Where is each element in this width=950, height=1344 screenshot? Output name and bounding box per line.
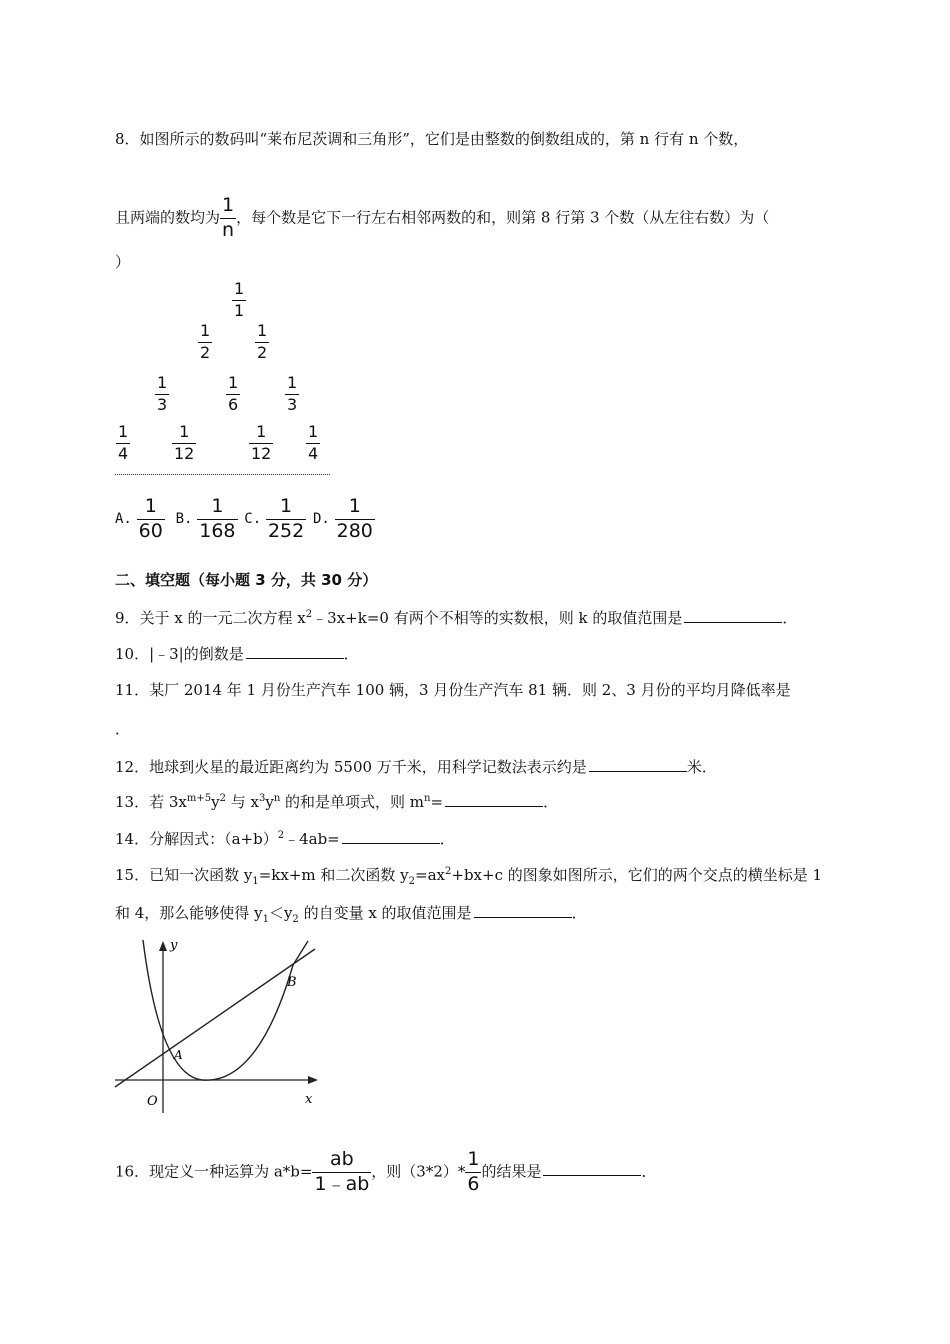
q11: 11．某厂 2014 年 1 月份生产汽车 100 辆，3 月份生产汽车 81 辆．则 2、3 月份的平均月降低率是 [115, 681, 791, 699]
q11-line2: ． [115, 720, 131, 738]
y-axis-arrow [159, 941, 167, 951]
q13-answer-blank[interactable] [445, 792, 543, 807]
n-fraction: $\frac{1}{n}$ [222, 194, 235, 241]
q9-answer-blank[interactable] [684, 608, 782, 623]
q16-answer-blank[interactable] [543, 1161, 641, 1176]
triangle-cell-r4-c2: $\frac{1}{12}$ [174, 422, 195, 463]
q15: 15．已知一次函数 $y_1=kx+m$ 和二次函数 $y_2=ax^2+bx+c$ 的图象如图所示，它们的两个交点的横坐标是 1 [115, 866, 823, 887]
q8-line2-pre: 且两端的数均为 [115, 208, 221, 227]
q16: 16．现定义一种运算为 a*b= $\frac{ab}{1﹣ab}$ ，则（3*2）* $\frac{1}{6}$ 的结果是 ． [115, 1148, 657, 1195]
x-axis-arrow [308, 1076, 318, 1084]
option-a[interactable]: A. $\frac{1}{60}$ [115, 495, 163, 542]
option-d[interactable]: D. $\frac{1}{280}$ [312, 495, 373, 542]
triangle-cell-r3-c1: $\frac{1}{3}$ [157, 373, 168, 414]
q12-answer-blank[interactable] [589, 757, 687, 772]
triangle-cell-r2-c1: $\frac{1}{2}$ [200, 321, 211, 362]
q14-answer-blank[interactable] [342, 829, 440, 844]
q8-options [115, 497, 375, 542]
q8-line2 [115, 196, 769, 241]
triangle-cell-r4-c4: $\frac{1}{4}$ [308, 422, 319, 463]
point-a-label: A [174, 1048, 183, 1062]
point-b-label: B [287, 975, 297, 990]
q10: 10．|﹣3|的倒数是 ． [115, 645, 359, 663]
triangle-cell-r3-c2: $\frac{1}{6}$ [228, 373, 239, 414]
q10-answer-blank[interactable] [246, 644, 344, 659]
triangle-cell-r4-c1: $\frac{1}{4}$ [118, 422, 129, 463]
continuation-dots [115, 474, 330, 475]
triangle-cell-r2-c2: $\frac{1}{2}$ [257, 321, 268, 362]
linear-function-line [115, 949, 315, 1087]
q13: 13．若 $3x^{m+5}y^2$ 与 $x^3y^n$ 的和是单项式，则 $m^n=$ ． [115, 793, 559, 811]
section-title: 二、填空题（每小题 3 分，共 30 分） [115, 571, 378, 589]
q14: 14．分解因式：$(a+b)^2﹣4ab=$ ． [115, 830, 455, 848]
q8-line3: ） [115, 253, 131, 271]
triangle-cell-r4-c3: $\frac{1}{12}$ [251, 422, 272, 463]
x-axis-label: x [305, 1092, 313, 1107]
function-graph [110, 935, 330, 1117]
triangle-cell-r3-c3: $\frac{1}{3}$ [287, 373, 298, 414]
y-axis-label: y [170, 938, 178, 953]
q16-operation-fraction: $\frac{ab}{1﹣ab}$ [314, 1148, 370, 1195]
q15-line2: 和 4，那么能够使得 $y_1<y_2$ 的自变量 x 的取值范围是 ． [115, 904, 587, 925]
q12: 12．地球到火星的最近距离约为 5500 万千米，用科学记数法表示约是 米． [115, 758, 717, 776]
q15-answer-blank[interactable] [474, 903, 572, 918]
option-b[interactable]: B. $\frac{1}{168}$ [175, 495, 236, 542]
q16-one-sixth: $\frac{1}{6}$ [467, 1148, 480, 1195]
origin-label: O [147, 1094, 158, 1109]
triangle-cell-r1-c1: $\frac{1}{1}$ [234, 279, 245, 320]
q8-line2-post: ，每个数是它下一行左右相邻两数的和，则第 8 行第 3 个数（从左往右数）为（ [236, 208, 770, 227]
option-c[interactable]: C. $\frac{1}{252}$ [244, 495, 305, 542]
q9: 9．关于 x 的一元二次方程 $x^2﹣3x+k=0$ 有两个不相等的实数根，则 k 的取值范围是 ． [115, 609, 798, 627]
q8-line1: 8．如图所示的数码叫“莱布尼茨调和三角形”，它们是由整数的倒数组成的，第 n 行有 n 个数， [115, 130, 749, 148]
